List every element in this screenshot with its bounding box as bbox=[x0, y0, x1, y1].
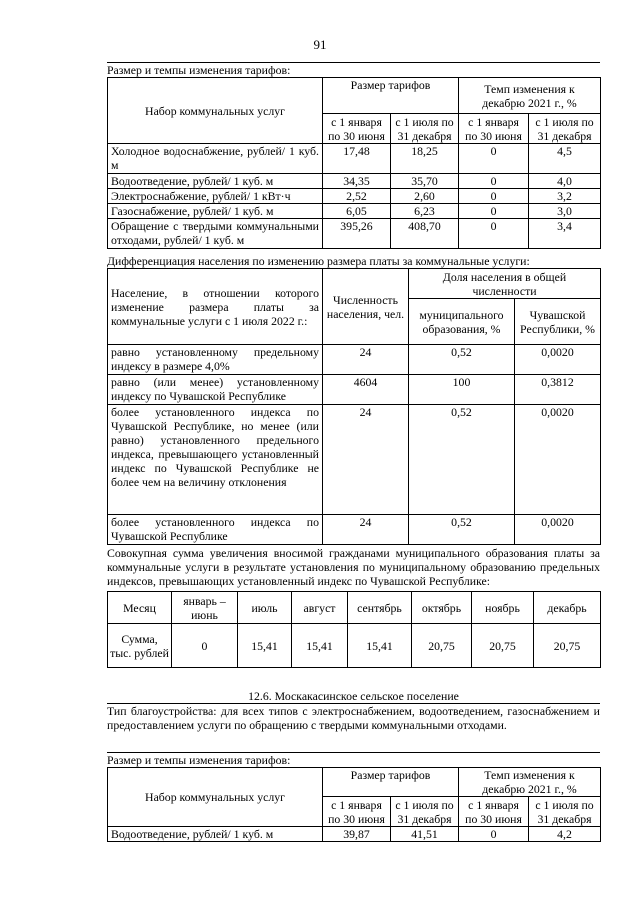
value-cell: 408,70 bbox=[391, 219, 459, 249]
section-title: 12.6. Москакасинское сельское поселение bbox=[248, 689, 459, 703]
table-row bbox=[108, 189, 601, 204]
sum-cell: 0 bbox=[172, 624, 238, 668]
header-service: Набор коммунальных услуг bbox=[108, 78, 323, 144]
header-group: Население, в отношении которого изменение размера платы за коммунальные услуги с 1 июля 2022 г.: bbox=[108, 269, 323, 345]
month-header: август bbox=[292, 592, 348, 624]
header-period: с 1 июля по 31 декабря bbox=[391, 797, 459, 827]
table-row bbox=[108, 174, 601, 189]
month-header: октябрь bbox=[412, 592, 472, 624]
tariffs-caption: Размер и темпы изменения тарифов: bbox=[107, 62, 600, 77]
value-cell: 2,60 bbox=[391, 189, 459, 204]
table-row bbox=[108, 144, 601, 174]
group-name: равно (или менее) установленному индексу по Чувашской Республике bbox=[108, 375, 323, 405]
header-service: Набор коммунальных услуг bbox=[108, 768, 323, 827]
value-cell: 4,5 bbox=[529, 144, 601, 174]
month-header: декабрь bbox=[534, 592, 601, 624]
share-cell: 0,0020 bbox=[515, 345, 601, 375]
header-period: с 1 июля по 31 декабря bbox=[391, 114, 459, 144]
header-rate: Темп изменения к декабрю 2021 г., % bbox=[459, 768, 601, 797]
header-period: с 1 июля по 31 декабря bbox=[529, 797, 601, 827]
value-cell: 18,25 bbox=[391, 144, 459, 174]
value-cell: 4,0 bbox=[529, 174, 601, 189]
count-cell: 24 bbox=[323, 515, 409, 545]
sum-label: Сумма, тыс. рублей bbox=[108, 624, 172, 668]
header-period: с 1 января по 30 июня bbox=[323, 797, 391, 827]
value-cell: 6,23 bbox=[391, 204, 459, 219]
monthly-table bbox=[107, 591, 601, 668]
value-cell: 4,2 bbox=[529, 827, 601, 842]
settlement-section bbox=[107, 689, 600, 732]
tariffs-caption: Размер и темпы изменения тарифов: bbox=[107, 752, 600, 767]
share-cell: 0,52 bbox=[409, 405, 515, 515]
share-cell: 0,52 bbox=[409, 515, 515, 545]
improvement-type-text: Тип благоустройства: для всех типов с электроснабжением, водоотведением, газоснабжением и предоставлением услуги по обращению с твердыми коммунальными отходами. bbox=[107, 704, 600, 732]
header-republic: Чувашской Республики, % bbox=[515, 299, 601, 345]
count-cell: 4604 bbox=[323, 375, 409, 405]
header-count: Численность населения, чел. bbox=[323, 269, 409, 345]
header-municipal: муниципального образования, % bbox=[409, 299, 515, 345]
tariffs-table bbox=[107, 767, 601, 842]
value-cell: 35,70 bbox=[391, 174, 459, 189]
header-size: Размер тарифов bbox=[323, 78, 459, 114]
table-row bbox=[108, 375, 601, 405]
header-size: Размер тарифов bbox=[323, 768, 459, 797]
service-name: Холодное водоснабжение, рублей/ 1 куб. м bbox=[108, 144, 323, 174]
value-cell: 0 bbox=[459, 189, 529, 204]
value-cell: 0 bbox=[459, 219, 529, 249]
total-increase-section bbox=[107, 546, 600, 668]
value-cell: 41,51 bbox=[391, 827, 459, 842]
month-header: январь – июнь bbox=[172, 592, 238, 624]
group-name: более установленного индекса по Чувашской Республике bbox=[108, 515, 323, 545]
value-cell: 3,2 bbox=[529, 189, 601, 204]
table-row bbox=[108, 219, 601, 249]
sum-cell: 15,41 bbox=[238, 624, 292, 668]
service-name: Водоотведение, рублей/ 1 куб. м bbox=[108, 174, 323, 189]
service-name: Водоотведение, рублей/ 1 куб. м bbox=[108, 827, 323, 842]
value-cell: 2,52 bbox=[323, 189, 391, 204]
share-cell: 0,3812 bbox=[515, 375, 601, 405]
header-period: с 1 января по 30 июня bbox=[459, 797, 529, 827]
value-cell: 0 bbox=[459, 827, 529, 842]
sum-cell: 20,75 bbox=[472, 624, 534, 668]
share-cell: 0,52 bbox=[409, 345, 515, 375]
value-cell: 6,05 bbox=[323, 204, 391, 219]
header-period: с 1 января по 30 июня bbox=[459, 114, 529, 144]
table-row bbox=[108, 204, 601, 219]
group-name: равно установленному предельному индексу в размере 4,0% bbox=[108, 345, 323, 375]
tariffs-table bbox=[107, 77, 601, 249]
value-cell: 3,0 bbox=[529, 204, 601, 219]
value-cell: 17,48 bbox=[323, 144, 391, 174]
month-header: июль bbox=[238, 592, 292, 624]
tariffs-section-2 bbox=[107, 752, 600, 842]
sum-cell: 15,41 bbox=[348, 624, 412, 668]
sum-cell: 15,41 bbox=[292, 624, 348, 668]
month-header: Месяц bbox=[108, 592, 172, 624]
month-header: сентябрь bbox=[348, 592, 412, 624]
header-period: с 1 июля по 31 декабря bbox=[529, 114, 601, 144]
share-cell: 100 bbox=[409, 375, 515, 405]
header-rate: Темп изменения к декабрю 2021 г., % bbox=[459, 78, 601, 114]
share-cell: 0,0020 bbox=[515, 405, 601, 515]
service-name: Обращение с твердыми коммунальными отходами, рублей/ 1 куб. м bbox=[108, 219, 323, 249]
value-cell: 395,26 bbox=[323, 219, 391, 249]
service-name: Электроснабжение, рублей/ 1 кВт·ч bbox=[108, 189, 323, 204]
sum-cell: 20,75 bbox=[412, 624, 472, 668]
group-name: более установленного индекса по Чувашской Республике, но менее (или равно) установленного предельного индекса, превышающего установленный индекс по Чувашской Республике не более чем на величину отклонения bbox=[108, 405, 323, 515]
value-cell: 34,35 bbox=[323, 174, 391, 189]
differentiation-caption: Дифференциация населения по изменению размера платы за коммунальные услуги: bbox=[107, 254, 530, 268]
value-cell: 0 bbox=[459, 174, 529, 189]
differentiation-section bbox=[107, 254, 600, 545]
table-row bbox=[108, 345, 601, 375]
share-cell: 0,0020 bbox=[515, 515, 601, 545]
sum-cell: 20,75 bbox=[534, 624, 601, 668]
value-cell: 0 bbox=[459, 204, 529, 219]
value-cell: 39,87 bbox=[323, 827, 391, 842]
table-row bbox=[108, 827, 601, 842]
value-cell: 0 bbox=[459, 144, 529, 174]
page-number: 91 bbox=[313, 37, 327, 52]
table-row bbox=[108, 624, 601, 668]
month-header: ноябрь bbox=[472, 592, 534, 624]
differentiation-table bbox=[107, 268, 601, 545]
total-increase-text: Совокупная сумма увеличения вносимой гражданами муниципального образования платы за коммунальные услуги в результате установления по муниципальному образованию предельных индексов, превышающих установленный индекс по Чувашской Республике: bbox=[107, 546, 600, 588]
value-cell: 3,4 bbox=[529, 219, 601, 249]
header-share: Доля населения в общей численности bbox=[409, 269, 601, 299]
count-cell: 24 bbox=[323, 405, 409, 515]
table-row bbox=[108, 515, 601, 545]
table-row bbox=[108, 405, 601, 515]
count-cell: 24 bbox=[323, 345, 409, 375]
tariffs-section-1 bbox=[107, 62, 600, 249]
service-name: Газоснабжение, рублей/ 1 куб. м bbox=[108, 204, 323, 219]
header-period: с 1 января по 30 июня bbox=[323, 114, 391, 144]
